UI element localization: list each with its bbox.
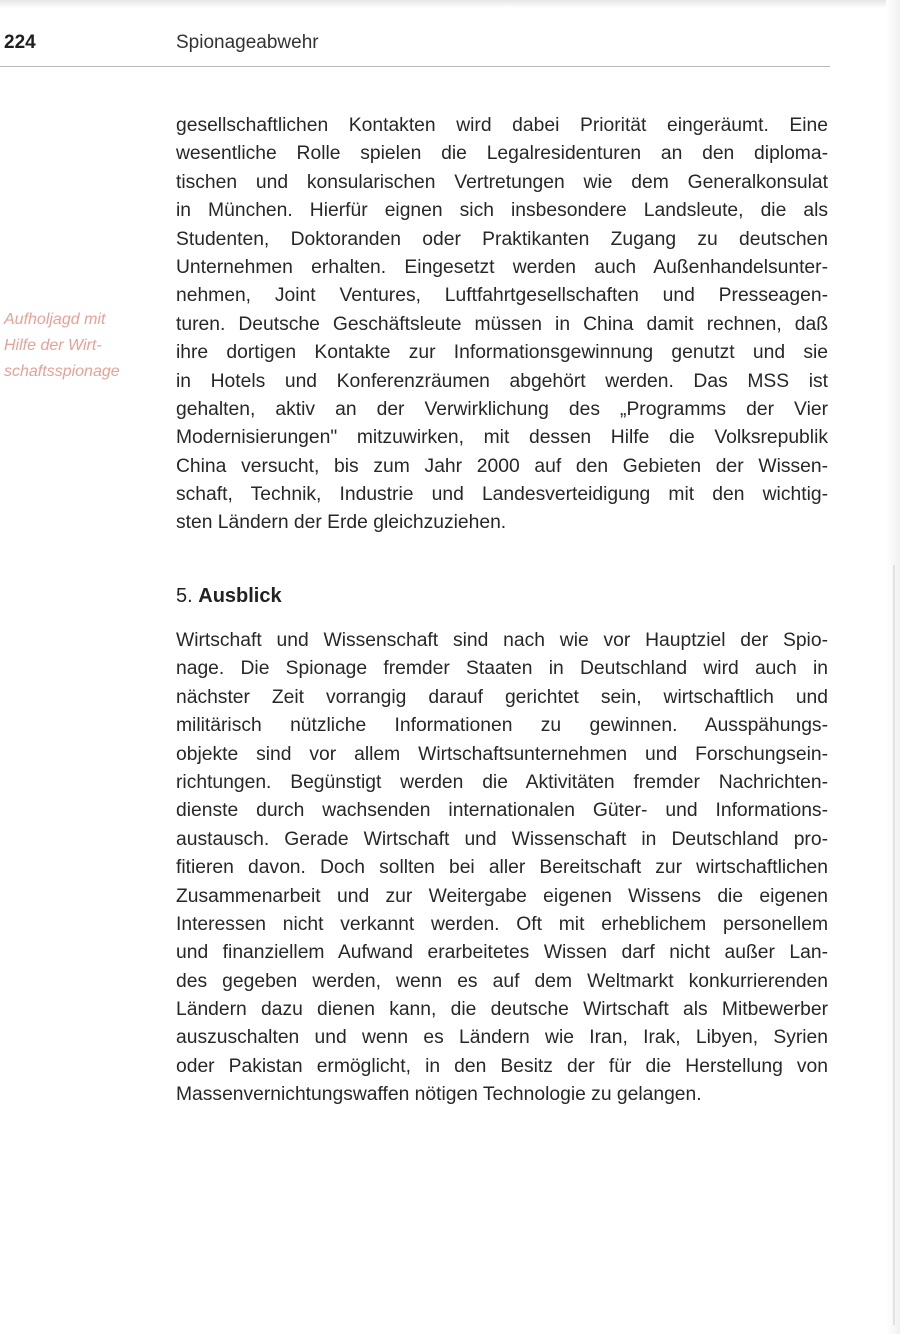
text-line: Wirtschaft und Wissenschaft sind nach wie vor Hauptziel der Spio- xyxy=(176,630,828,651)
text-line: Interessen nicht verkannt werden. Oft mit erheblichem personellem xyxy=(176,913,828,935)
running-header xyxy=(0,32,830,67)
text-line: in Hotels und Konferenzräumen abgehört werden. Das MSS ist xyxy=(176,370,828,392)
text-line: in München. Hierfür eignen sich insbesondere Landsleute, die als xyxy=(176,200,828,222)
text-line: dienste durch wachsenden internationalen Güter- und Informations- xyxy=(176,800,828,822)
text-line: nächster Zeit vorrangig darauf gerichtet sein, wirtschaftlich und xyxy=(176,686,828,708)
text-line: nage. Die Spionage fremder Staaten in Deutschland wird auch in xyxy=(176,658,828,680)
section-heading xyxy=(176,585,282,608)
margin-note-line: Hilfe der Wirt- xyxy=(4,337,102,354)
text-line: Unternehmen erhalten. Eingesetzt werden auch Außenhandelsunter- xyxy=(176,256,828,278)
text-line: austausch. Gerade Wirtschaft und Wissenschaft in Deutschland pro- xyxy=(176,828,828,850)
text-line: gehalten, aktiv an der Verwirklichung des „Programms der Vier xyxy=(176,398,828,420)
text-line: nehmen, Joint Ventures, Luftfahrtgesellschaften und Presseagen- xyxy=(176,285,828,307)
text-line: schaft, Technik, Industrie und Landesverteidigung mit den wichtig- xyxy=(176,484,828,506)
text-line: oder Pakistan ermöglicht, in den Besitz der für die Herstellung von xyxy=(176,1055,828,1077)
text-line: tischen und konsularischen Vertretungen wie dem Generalkonsulat xyxy=(176,171,828,193)
text-line: Zusammenarbeit und zur Weitergabe eigenen Wissens die eigenen xyxy=(176,885,828,907)
text-line: gesellschaftlichen Kontakten wird dabei Priorität eingeräumt. Eine xyxy=(176,115,828,136)
body-paragraph-1 xyxy=(176,112,828,538)
text-line: China versucht, bis zum Jahr 2000 auf den Gebieten der Wissen- xyxy=(176,455,828,477)
running-title: Spionageabwehr xyxy=(176,32,319,53)
text-line: wesentliche Rolle spielen die Legalresidenturen an den diploma- xyxy=(176,143,828,165)
text-line: Modernisierungen" mitzuwirken, mit dessen Hilfe die Volksrepublik xyxy=(176,427,828,449)
section-number: 5. xyxy=(176,585,193,607)
text-line: fitieren davon. Doch sollten bei aller Bereitschaft zur wirtschaftlichen xyxy=(176,857,828,879)
margin-note-line: schaftsspionage xyxy=(4,363,120,380)
text-line: Ländern dazu dienen kann, die deutsche Wirtschaft als Mitbewerber xyxy=(176,999,828,1021)
text-line: ihre dortigen Kontakte zur Informationsgewinnung genutzt und sie xyxy=(176,342,828,364)
text-line: turen. Deutsche Geschäftsleute müssen in China damit rechnen, daß xyxy=(176,313,828,335)
page-edge-rule xyxy=(893,565,895,1325)
margin-note xyxy=(4,307,164,385)
text-line: objekte sind vor allem Wirtschaftsunternehmen und Forschungsein- xyxy=(176,743,828,765)
margin-note-line: Aufholjagd mit xyxy=(4,311,106,328)
text-line: Studenten, Doktoranden oder Praktikanten Zugang zu deutschen xyxy=(176,228,828,250)
text-line: richtungen. Begünstigt werden die Aktivitäten fremder Nachrichten- xyxy=(176,771,828,793)
page-number: 224 xyxy=(4,32,36,53)
text-line: und finanziellem Aufwand erarbeitetes Wissen darf nicht außer Lan- xyxy=(176,942,828,964)
body-paragraph-2 xyxy=(176,627,828,1110)
page-top-shadow xyxy=(0,0,900,8)
text-line: auszuschalten und wenn es Ländern wie Iran, Irak, Libyen, Syrien xyxy=(176,1027,828,1049)
text-line: des gegeben werden, wenn es auf dem Weltmarkt konkurrierenden xyxy=(176,970,828,992)
text-line: sten Ländern der Erde gleichzuziehen. xyxy=(176,512,507,534)
text-line: militärisch nützliche Informationen zu gewinnen. Ausspähungs- xyxy=(176,715,828,737)
section-title: Ausblick xyxy=(198,585,282,607)
text-line: Massenvernichtungswaffen nötigen Technologie zu gelangen. xyxy=(176,1084,702,1106)
